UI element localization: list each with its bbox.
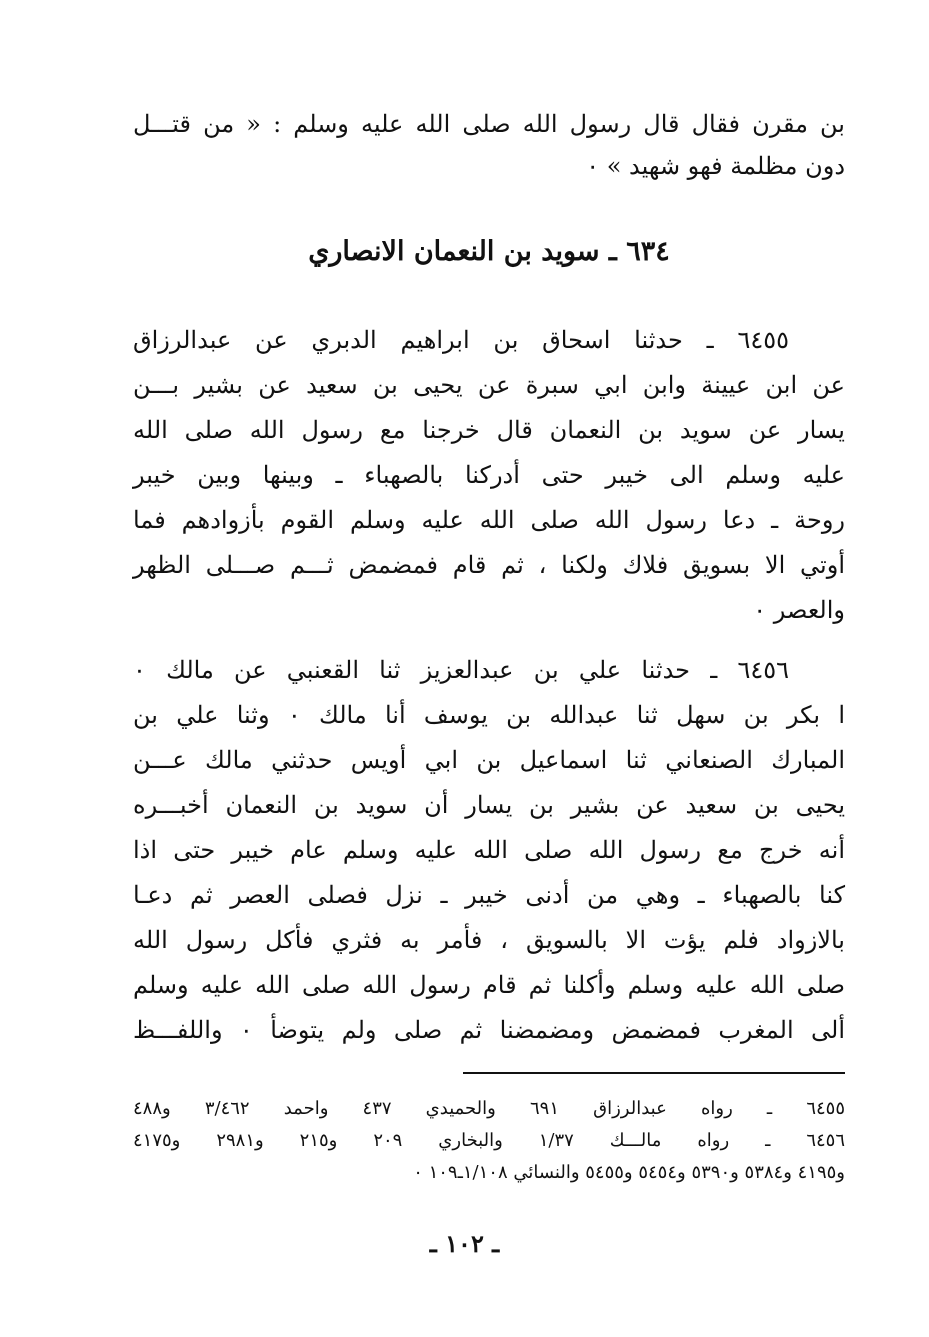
hadith-6455-line-1: ٦٤٥٥ ـ حدثنا اسحاق بن ابراهيم الدبري عن عبدالرزاق [133,326,789,354]
hadith-6456-line-9: ألى المغرب فمضمض ومضمضنا ثم صلى ولم يتوضأ ٠ واللفـــظ [133,1016,845,1044]
hadith-6455 [133,318,845,633]
hadith-6456-line-5: أنه خرج مع رسول الله صلى الله عليه وسلم عام خيبر حتى اذا [133,836,845,864]
footnotes [133,1093,845,1189]
hadith-6456-line-6: كنا بالصهباء ـ وهي من أدنى خيبر ـ نزل فصلى العصر ثم دعـا [133,881,845,909]
hadith-6455-line-7: والعصر ٠ [753,596,845,624]
footnote-line-3: و٤١٩٥ و٥٣٨٤ و٥٣٩٠ و٥٤٥٤ و٥٤٥٥ والنسائي ١/١٠٨ـ١٠٩ ٠ [413,1162,845,1183]
section-heading: ٦٣٤ ـ سويد بن النعمان الانصاري [308,236,670,267]
hadith-6455-line-3: يسار عن سويد بن النعمان قال خرجنا مع رسول الله صلى الله [133,416,845,444]
hadith-6455-line-2: عن ابن عيينة وابن ابي سبرة عن يحيى بن سعيد عن بشير بـــن [133,371,845,399]
hadith-6456-line-2: ا بكر بن سهل ثنا عبدالله بن يوسف أنا مالك ٠ وثنا علي بن [133,701,845,729]
hadith-6455-line-4: عليه وسلم الى خيبر حتى أدركنا بالصهباء ـ وبينها وبين خيبر [133,461,845,489]
hadith-6456-line-1: ٦٤٥٦ ـ حدثنا علي بن عبدالعزيز ثنا القعنبي عن مالك ٠ [133,656,789,684]
hadith-6456 [133,648,845,1053]
hadith-6456-line-8: صلى الله عليه وسلم وأكلنا ثم قام رسول الله صلى الله عليه وسلم [133,971,845,999]
hadith-6456-line-7: بالازواد فلم يؤت الا بالسويق ، فأمر به فثري فأكل رسول الله [133,926,845,954]
intro-line-1: بن مقرن فقال قال رسول الله صلى الله عليه وسلم : « من قتـــل [133,110,845,138]
hadith-6456-line-4: يحيى بن سعيد عن بشير بن يسار أن سويد بن النعمان أخبـــره [133,791,845,819]
footnote-line-1: ٦٤٥٥ ـ رواه عبدالرزاق ٦٩١ والحميدي ٤٣٧ واحمد ٣/٤٦٢ و٤٨٨ [133,1098,845,1119]
footnote-divider [463,1072,845,1074]
page-number: ـ ١٠٢ ـ [429,1229,500,1258]
hadith-6456-line-3: المبارك الصنعاني ثنا اسماعيل بن ابي أويس حدثني مالك عـــن [133,746,845,774]
footnote-line-2: ٦٤٥٦ ـ رواه مالـــك ١/٣٧ والبخاري ٢٠٩ و٢١٥ و٢٩٨١ و٤١٧٥ [133,1130,846,1151]
hadith-6455-line-5: روحة ـ دعا رسول الله صلى الله عليه وسلم القوم بأزوادهم فما [133,506,845,534]
intro-paragraph [133,103,845,187]
intro-line-2: دون مظلمة فهو شهيد » ٠ [586,152,845,180]
hadith-6455-line-6: أوتي الا بسويق فلاك ولكنا ، ثم قام فمضمض ثـــم صـــلى الظهر [133,551,845,579]
